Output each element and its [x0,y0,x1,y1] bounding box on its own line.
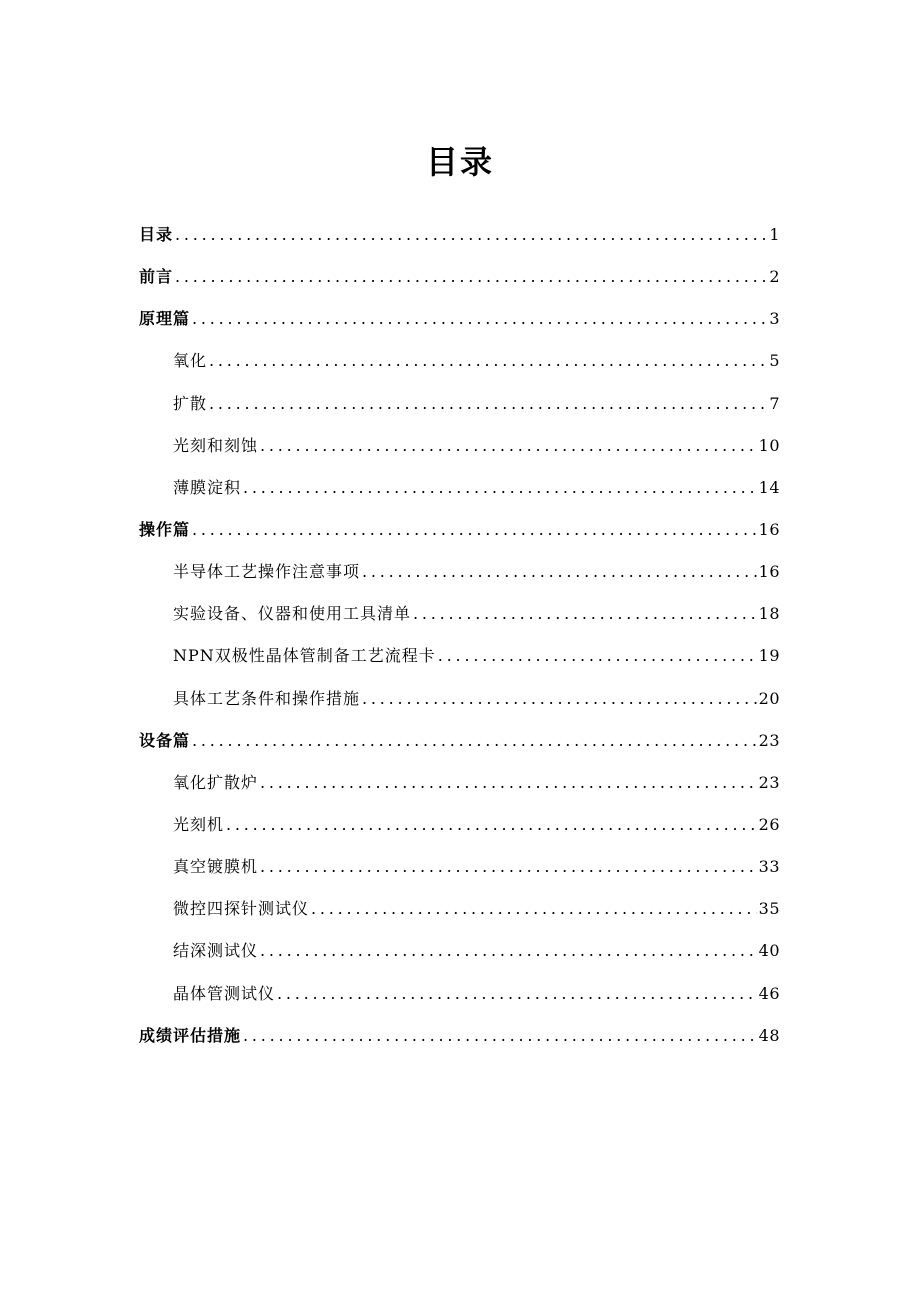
toc-dot-leader [209,340,767,382]
toc-page-number: 23 [758,730,780,750]
toc-page-number: 14 [758,477,780,497]
toc-entry[interactable] [139,551,780,593]
toc-entry[interactable] [139,846,780,888]
toc-entry-label: 真空镀膜机 [173,857,259,877]
toc-entry-label: 实验设备、仪器和使用工具清单 [173,604,412,624]
toc-page-number: 18 [758,604,780,624]
toc-entry[interactable] [139,383,780,425]
toc-dot-leader [192,298,767,340]
toc-entry[interactable] [139,930,780,972]
toc-entry-label: 微控四探针测试仪 [173,899,310,919]
toc-entry[interactable] [139,973,780,1015]
toc-dot-leader [192,509,757,551]
toc-page-number: 20 [758,688,780,708]
toc-entry[interactable] [139,678,780,720]
toc-entry-label: 半导体工艺操作注意事项 [173,562,361,582]
toc-page-number: 48 [758,1025,780,1045]
toc-page-number: 40 [758,941,780,961]
toc-entry-label: NPN双极性晶体管制备工艺流程卡 [173,646,436,666]
toc-dot-leader [175,256,767,298]
toc-page-number: 1 [769,225,780,244]
toc-dot-leader [209,383,767,425]
toc-dot-leader [260,846,757,888]
toc-entry[interactable] [139,720,780,762]
toc-entry-label: 具体工艺条件和操作措施 [173,688,361,708]
toc-entry-label: 操作篇 [139,519,191,539]
toc-entry[interactable] [139,635,780,677]
toc-entry[interactable] [139,467,780,509]
toc-entry[interactable] [139,1015,780,1057]
toc-entry[interactable] [139,593,780,635]
toc-dot-leader [362,678,757,720]
toc-entry-label: 目录 [139,225,174,244]
toc-page-number: 46 [758,983,780,1003]
toc-page-number: 26 [758,814,780,834]
toc-page-number: 7 [769,393,780,413]
toc-dot-leader [243,467,757,509]
toc-dot-leader [260,425,757,467]
toc-dot-leader [413,593,757,635]
toc-entry[interactable] [139,425,780,467]
page-title: 目录 [425,143,494,181]
toc-entry-label: 光刻和刻蚀 [173,435,259,455]
toc-entry-label: 氧化 [173,351,208,371]
toc-dot-leader [277,973,757,1015]
toc-entry-label: 光刻机 [173,814,225,834]
toc-entry-label: 薄膜淀积 [173,477,242,497]
toc-dot-leader [260,930,757,972]
toc-entry-label: 扩散 [173,393,208,413]
toc-page-number: 33 [758,857,780,877]
toc-page-number: 16 [758,519,780,539]
toc-entry-label: 氧化扩散炉 [173,772,259,792]
toc-entry-label: 设备篇 [139,730,191,750]
toc-page-number: 3 [769,309,780,329]
toc-dot-leader [362,551,757,593]
toc-page-number: 5 [769,351,780,371]
toc-page-number: 10 [758,435,780,455]
toc-entry[interactable] [139,509,780,551]
toc-dot-leader [226,804,757,846]
toc-entry[interactable] [139,214,780,256]
toc-dot-leader [243,1015,757,1057]
toc-dot-leader [311,888,757,930]
toc-dot-leader [260,762,757,804]
toc-entry[interactable] [139,256,780,298]
toc-entry-label: 晶体管测试仪 [173,983,276,1003]
toc-entry[interactable] [139,298,780,340]
toc-entry-label: 成绩评估措施 [139,1025,242,1045]
toc-dot-leader [192,720,757,762]
toc-dot-leader [438,635,757,677]
table-of-contents [139,214,780,1057]
toc-dot-leader [175,214,767,256]
toc-page-number: 2 [769,267,780,287]
toc-entry[interactable] [139,888,780,930]
toc-entry[interactable] [139,804,780,846]
toc-page-number: 16 [758,562,780,582]
toc-entry-label: 前言 [139,267,174,287]
toc-page-number: 35 [758,899,780,919]
toc-entry[interactable] [139,340,780,382]
toc-entry-label: 结深测试仪 [173,941,259,961]
toc-page-number: 19 [758,646,780,666]
toc-entry-label: 原理篇 [139,309,191,329]
toc-page-number: 23 [758,772,780,792]
toc-entry[interactable] [139,762,780,804]
